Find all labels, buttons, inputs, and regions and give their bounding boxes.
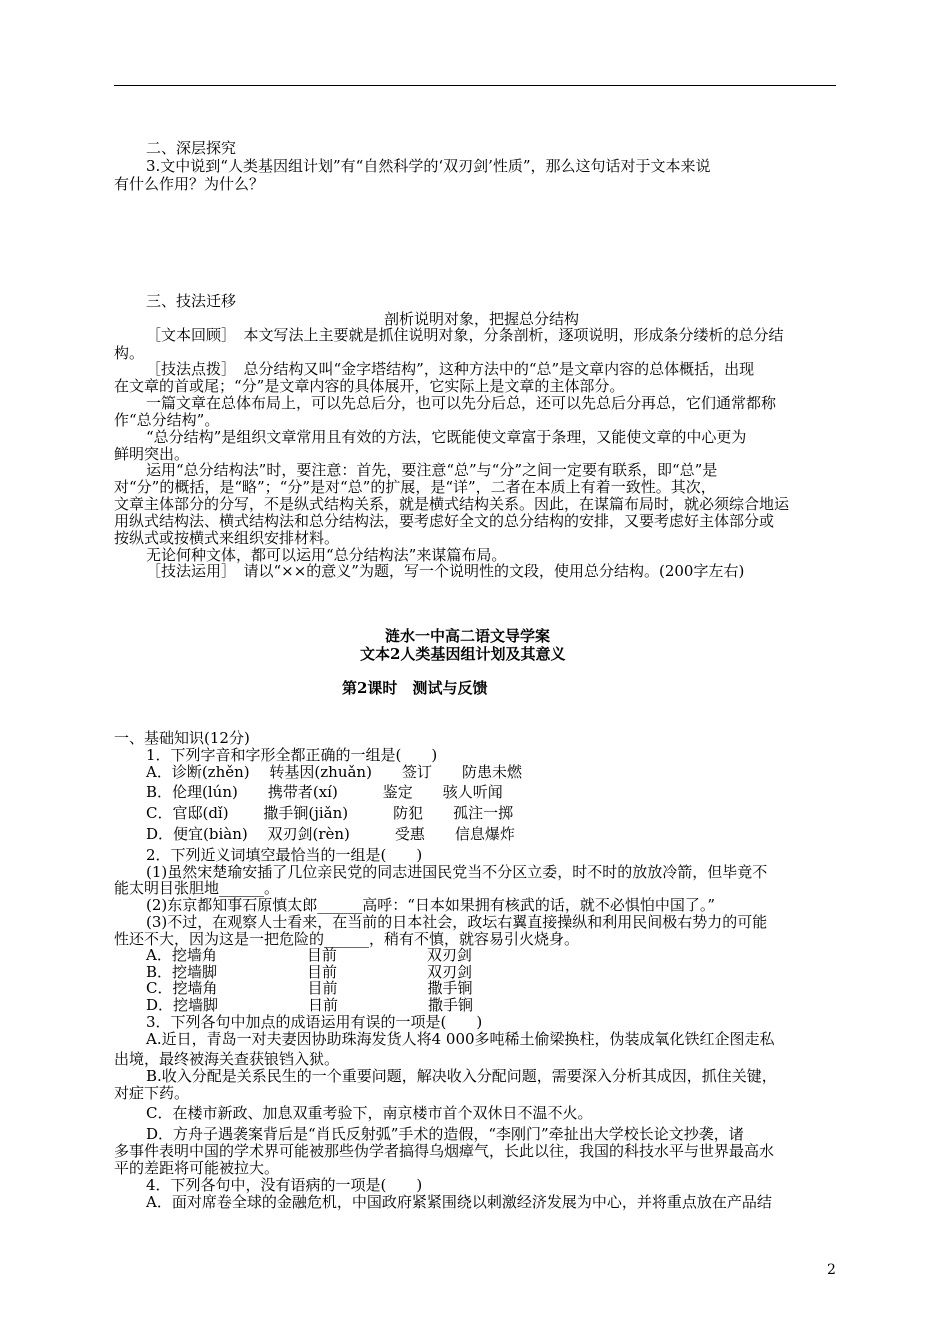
- paragraph5-line2: 对“分”的概括，是“略”；“分”是对“总”的扩展，是“详”，二者在本质上有着一致性。其次，: [114, 478, 716, 496]
- q2-sentence1-line2: 能太明目张胆地______。: [114, 879, 280, 897]
- paragraph5-line5: 按纵式或按横式来组织安排材料。: [114, 529, 340, 547]
- paragraph6: 无论何种文体，都可以运用“总分结构法”来谋篇布局。: [146, 546, 507, 564]
- paragraph2-line1: ［技法点拨］ 总分结构又叫“金字塔结构”，这种方法中的“总”是文章内容的总体概括，出现: [146, 360, 755, 378]
- q3-option-d-line3: 平的差距将可能被拉大。: [114, 1159, 280, 1177]
- q2-option-b: B．挖墙脚 目前 双刃剑: [146, 963, 473, 981]
- q3-option-a-line2: 出境，最终被海关查获锒铛入狱。: [114, 1050, 340, 1068]
- q4-stem: 4．下列各句中，没有语病的一项是( ): [146, 1176, 423, 1194]
- page-number: 2: [827, 1262, 836, 1278]
- paragraph5-line4: 用纵式结构法、横式结构法和总分结构法，要考虑好全文的总分结构的安排，又要考虑好主体部分或: [114, 512, 775, 530]
- q3-option-c: C．在楼市新政、加息双重考验下，南京楼市首个双休日不温不火。: [146, 1104, 593, 1122]
- q3-option-d-line1: D．方舟子遇袭案背后是“肖氏反射弧”手术的造假，“李刚门”牵扯出大学校长论文抄袭，诸: [146, 1125, 744, 1143]
- lesson-subtitle: 第2课时 测试与反馈: [342, 679, 488, 697]
- paragraph3-line2: 作“总分结构”。: [114, 411, 220, 429]
- paragraph5-line3: 文章主体部分的分写，不是纵式结构关系，就是横式结构关系。因此，在谋篇布局时，就必须综合地运: [114, 495, 790, 513]
- lesson-title: 文本2人类基因组计划及其意义: [360, 645, 566, 663]
- q2-option-d: D．挖墙脚 日前 撒手锏: [146, 996, 474, 1014]
- q1-option-b: B．伦理(lún) 携带者(xí) 鉴定 骇人听闻: [146, 783, 503, 801]
- section3-subtitle: 剖析说明对象，把握总分结构: [384, 310, 580, 328]
- q1-option-c: C．官邸(dǐ) 撒手锏(jiǎn) 防犯 孤注一掷: [146, 804, 514, 822]
- q3-option-b-line2: 对症下药。: [114, 1084, 190, 1102]
- q2-sentence3-line1: (3)不过，在观察人士看来，在当前的日本社会，政坛右翼直接操纵和利用民间极右势力的可能: [146, 913, 768, 931]
- question3-line2: 有什么作用？为什么？: [114, 175, 265, 193]
- paragraph7: ［技法运用］ 请以“××的意义”为题，写一个说明性的文段，使用总分结构。(200字左右): [146, 562, 745, 580]
- part1-heading: 一、基础知识(12分): [114, 729, 250, 747]
- school-title: 涟水一中高二语文导学案: [385, 627, 551, 645]
- paragraph1-line1: ［文本回顾］ 本文写法上主要就是抓住说明对象，分条剖析，逐项说明，形成条分缕析的总分结: [146, 326, 784, 344]
- paragraph1-line2: 构。: [114, 344, 145, 362]
- section3-heading: 三、技法迁移: [146, 292, 237, 310]
- q1-stem: 1．下列字音和字形全都正确的一组是( ): [146, 746, 438, 764]
- q1-option-d: D．便宜(biàn) 双刃剑(rèn) 受惠 信息爆炸: [146, 825, 515, 843]
- header-rule: [114, 85, 836, 86]
- q3-option-a-line1: A.近日，青岛一对夫妻因协助珠海发货人将4 000多吨稀土偷梁换柱，伪装成氧化铁红企图走私: [146, 1030, 775, 1048]
- q3-stem: 3．下列各句中加点的成语运用有误的一项是( ): [146, 1013, 483, 1031]
- q2-sentence3-line2: 性还不大，因为这是一把危险的______，稍有不慎，就容易引火烧身。: [114, 930, 580, 948]
- paragraph2-line2: 在文章的首或尾；“分”是文章内容的具体展开，它实际上是文章的主体部分。: [114, 377, 625, 395]
- q3-option-d-line2: 多事件表明中国的学术界可能被那些伪学者搞得乌烟瘴气，长此以往，我国的科技水平与世界最高水: [114, 1142, 775, 1160]
- paragraph5-line1: 运用“总分结构法”时，要注意：首先，要注意“总”与“分”之间一定要有联系，即“总”是: [146, 461, 718, 479]
- paragraph4-line2: 鲜明突出。: [114, 445, 190, 463]
- paragraph4-line1: “总分结构”是组织文章常用且有效的方法，它既能使文章富于条理，又能使文章的中心更为: [146, 428, 747, 446]
- q1-option-a: A．诊断(zhěn) 转基因(zhuǎn) 签订 防患未燃: [146, 763, 522, 781]
- q2-option-a: A．挖墙角 目前 双刃剑: [146, 946, 472, 964]
- section2-heading: 二、深层探究: [146, 139, 237, 157]
- q3-option-b-line1: B.收入分配是关系民生的一个重要问题，解决收入分配问题，需要深入分析其成因，抓住关键，: [146, 1067, 777, 1085]
- q2-stem: 2．下列近义词填空最恰当的一组是( ): [146, 846, 423, 864]
- q4-option-a: A．面对席卷全球的金融危机，中国政府紧紧围绕以刺激经济发展为中心，并将重点放在产品结: [146, 1193, 772, 1211]
- paragraph3-line1: 一篇文章在总体布局上，可以先总后分，也可以先分后总，还可以先总后分再总，它们通常都称: [146, 394, 777, 412]
- q2-sentence1-line1: (1)虽然宋楚瑜安插了几位亲民党的同志进国民党当不分区立委，时不时的放放冷箭，但毕竟不: [146, 863, 768, 881]
- question3-line1: 3.文中说到“人类基因组计划”有“自然科学的‘双刃剑’性质”，那么这句话对于文本来说: [146, 157, 711, 175]
- q2-sentence2: (2)东京都知事石原慎太郎______高呼：“日本如果拥有核武的话，就不必惧怕中国了。”: [146, 896, 716, 914]
- q2-option-c: C．挖墙角 目前 撒手锏: [146, 979, 473, 997]
